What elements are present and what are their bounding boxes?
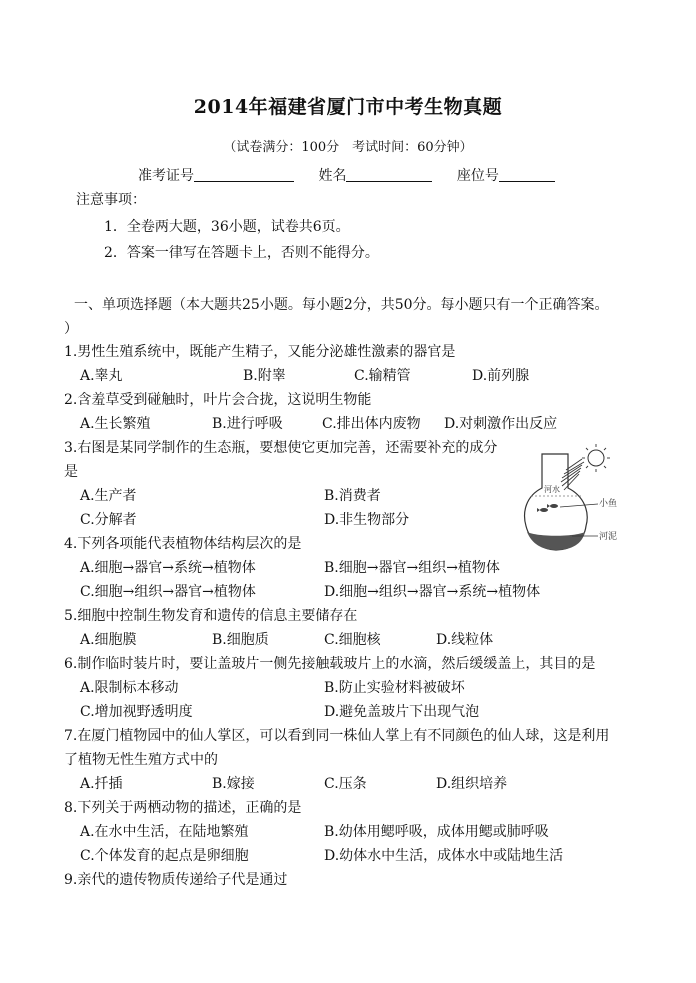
- option-d: D.细胞→组织→器官→系统→植物体: [324, 584, 541, 600]
- option-c: C.压条: [324, 776, 367, 792]
- option-d: D.线粒体: [436, 632, 494, 648]
- question-stem: 6.制作临时装片时，要让盖玻片一侧先接触载玻片上的水滴，然后缓缓盖上，其目的是: [64, 656, 596, 672]
- notice-item: 2．答案一律写在答题卡上，否则不能得分。: [104, 245, 379, 261]
- option-c: C.个体发育的起点是卵细胞: [80, 848, 249, 864]
- option-d: D.组织培养: [436, 776, 508, 792]
- question-stem: 7.在厦门植物园中的仙人掌区，可以看到同一株仙人掌上有不同颜色的仙人球，这是利用: [64, 728, 610, 744]
- option-d: D.对刺激作出反应: [444, 416, 558, 432]
- ecosystem-bottle-figure: [516, 442, 646, 554]
- admission-number-field: 准考证号: [138, 168, 294, 184]
- option-b: B.细胞→器官→组织→植物体: [324, 560, 500, 576]
- option-a: A.限制标本移动: [80, 680, 179, 696]
- option-c: C.细胞→组织→器官→植物体: [80, 584, 256, 600]
- question-stem: 8.下列关于两栖动物的描述，正确的是: [64, 800, 302, 816]
- option-c: C.分解者: [80, 512, 137, 528]
- question-stem: 2.含羞草受到碰触时，叶片会合拢，这说明生物能: [64, 392, 372, 408]
- question-stem-continued: 了植物无性生殖方式中的: [64, 752, 218, 768]
- option-b: B.幼体用鳃呼吸，成体用鳃或肺呼吸: [324, 824, 549, 840]
- fish-pointer: [560, 504, 598, 507]
- option-b: B.嫁接: [212, 776, 255, 792]
- option-b: B.附睾: [243, 368, 286, 384]
- option-a: A.扦插: [80, 776, 123, 792]
- question-stem-continued: 是: [64, 464, 78, 480]
- label-river-water: 河水: [544, 485, 560, 494]
- seat-number-blank: [499, 167, 555, 182]
- seat-number-field: 座位号: [457, 168, 555, 184]
- question-stem: 4.下列各项能代表植物体结构层次的是: [64, 536, 302, 552]
- section-heading: 一、单项选择题（本大题共25小题。每小题2分，共50分。每小题只有一个正确答案。: [74, 297, 609, 313]
- option-b: B.进行呼吸: [212, 416, 283, 432]
- option-d: D.非生物部分: [324, 512, 410, 528]
- option-c: C.细胞核: [324, 632, 381, 648]
- option-c: C.增加视野透明度: [80, 704, 193, 720]
- notice-heading: 注意事项：: [76, 192, 146, 208]
- name-blank: [346, 167, 432, 182]
- option-d: D.前列腺: [472, 368, 530, 384]
- option-a: A.生产者: [80, 488, 137, 504]
- option-c: C.排出体内废物: [322, 416, 421, 432]
- sunlight-rays: [561, 459, 584, 490]
- option-b: B.细胞质: [212, 632, 269, 648]
- option-a: A.在水中生活，在陆地繁殖: [80, 824, 249, 840]
- section-heading-tail: ）: [64, 321, 78, 337]
- question-stem: 9.亲代的遗传物质传递给子代是通过: [64, 872, 288, 888]
- exam-info: （试卷满分：100分 考试时间：60分钟）: [223, 140, 473, 155]
- river-mud: [527, 532, 585, 550]
- option-b: B.防止实验材料被破坏: [324, 680, 465, 696]
- fish-icon: [537, 504, 558, 512]
- option-a: A.细胞膜: [80, 632, 137, 648]
- label-river-mud: 河泥: [599, 531, 618, 541]
- option-a: A.细胞→器官→系统→植物体: [80, 560, 256, 576]
- option-a: A.生长繁殖: [80, 416, 151, 432]
- name-field: 姓名: [318, 168, 432, 184]
- question-stem: 3.右图是某同学制作的生态瓶，要想使它更加完善，还需要补充的成分: [64, 440, 498, 456]
- label-small-fish: 小鱼: [599, 498, 618, 508]
- page-title: 2014年福建省厦门市中考生物真题: [193, 96, 503, 118]
- question-stem: 1.男性生殖系统中，既能产生精子，又能分泌雄性激素的器官是: [64, 344, 456, 360]
- question-stem: 5.细胞中控制生物发育和遗传的信息主要储存在: [64, 608, 358, 624]
- option-b: B.消费者: [324, 488, 381, 504]
- admission-number-blank: [194, 167, 294, 182]
- option-c: C.输精管: [354, 368, 411, 384]
- id-fields-row: [138, 165, 575, 185]
- sun-icon: [582, 444, 610, 472]
- notice-item: 1．全卷两大题，36小题，试卷共6页。: [104, 219, 350, 235]
- option-a: A.睾丸: [80, 368, 123, 384]
- option-d: D.幼体水中生活，成体水中或陆地生活: [324, 848, 564, 864]
- option-d: D.避免盖玻片下出现气泡: [324, 704, 480, 720]
